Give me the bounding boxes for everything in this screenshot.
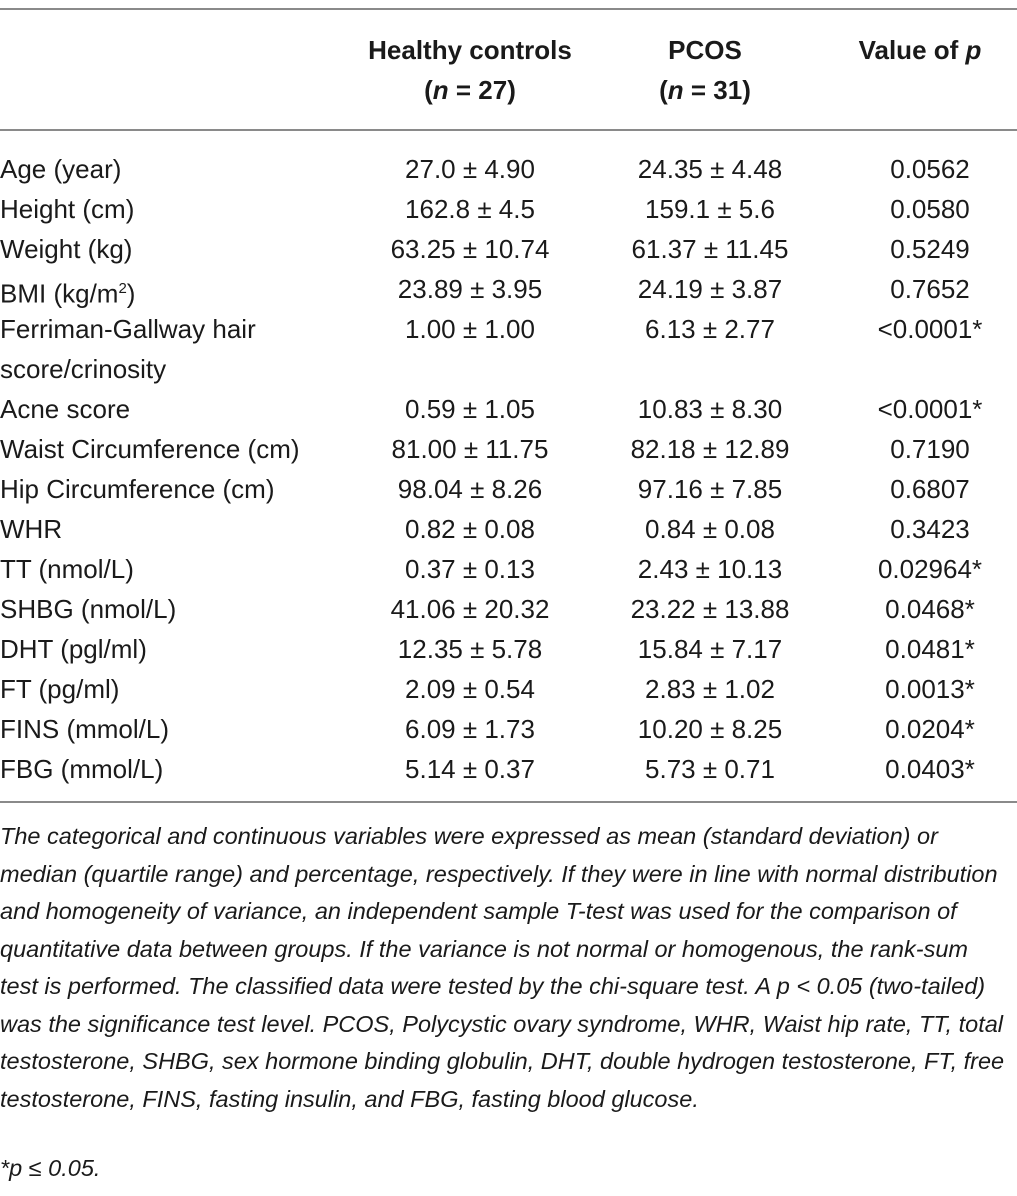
row-label: TT (nmol/L) (0, 554, 134, 584)
table-bottom-rule (0, 801, 1017, 803)
pcos-value: 82.18 ± 12.89 (630, 434, 790, 464)
n-symbol: n (667, 75, 684, 105)
bmi-label-text: BMI (kg/m (0, 278, 119, 309)
table-row (0, 509, 1017, 549)
table-row (0, 549, 1017, 589)
bmi-label-superscript: 2 (118, 280, 127, 297)
row-label: Hip Circumference (cm) (0, 474, 275, 504)
pcos-value: 5.73 ± 0.71 (645, 754, 775, 784)
n-symbol: n (432, 75, 449, 105)
header-healthy-controls-n: (n = 27) (424, 75, 516, 105)
row-label: Height (cm) (0, 194, 135, 224)
row-label (0, 269, 340, 314)
control-value: 98.04 ± 8.26 (397, 474, 543, 504)
p-value: 0.5249 (890, 234, 970, 264)
pcos-value: 159.1 ± 5.6 (645, 194, 775, 224)
header-healthy-controls-title: Healthy controls (368, 35, 572, 65)
table-row (0, 269, 1017, 309)
row-label: Weight (kg) (0, 234, 133, 264)
row-label: DHT (pgl/ml) (0, 634, 147, 664)
header-pcos-title: PCOS (668, 35, 742, 65)
header-rule (0, 129, 1017, 131)
row-label: WHR (0, 514, 63, 544)
header-healthy-controls (350, 30, 590, 110)
table-row (0, 389, 1017, 429)
p-value: 0.3423 (890, 514, 970, 544)
control-value: 27.0 ± 4.90 (405, 154, 535, 184)
control-value: 6.09 ± 1.73 (405, 714, 535, 744)
control-value: 1.00 ± 1.00 (405, 314, 535, 344)
table-top-rule (0, 8, 1017, 10)
p-value: 0.0204* (885, 714, 975, 744)
pcos-value: 97.16 ± 7.85 (637, 474, 783, 504)
pcos-value: 10.20 ± 8.25 (637, 714, 783, 744)
pcos-value: 24.19 ± 3.87 (637, 274, 783, 304)
table-row (0, 429, 1017, 469)
table-row (0, 709, 1017, 749)
control-value: 0.37 ± 0.13 (405, 554, 535, 584)
control-value: 81.00 ± 11.75 (391, 434, 549, 464)
control-value: 63.25 ± 10.74 (390, 234, 550, 264)
row-label: FINS (mmol/L) (0, 714, 169, 744)
control-value: 0.82 ± 0.08 (405, 514, 535, 544)
control-value: 12.35 ± 5.78 (397, 634, 543, 664)
table-row (0, 149, 1017, 189)
p-value: 0.0580 (890, 194, 970, 224)
table-row (0, 589, 1017, 629)
p-value: 0.7190 (890, 434, 970, 464)
pcos-value: 0.84 ± 0.08 (645, 514, 775, 544)
table-row (0, 469, 1017, 509)
header-p-value-text: Value of (858, 35, 966, 65)
p-value: <0.0001* (877, 314, 983, 344)
pcos-value: 10.83 ± 8.30 (637, 394, 783, 424)
bmi-label-end: ) (126, 278, 136, 309)
control-value: 0.59 ± 1.05 (405, 394, 535, 424)
pcos-value: 2.43 ± 10.13 (637, 554, 783, 584)
pcos-value: 61.37 ± 11.45 (631, 234, 789, 264)
p-value: 0.02964* (877, 554, 983, 584)
p-value: 0.0403* (885, 754, 975, 784)
p-value: <0.0001* (877, 394, 983, 424)
row-label: FBG (mmol/L) (0, 754, 164, 784)
table-body (0, 149, 1017, 789)
p-value: 0.7652 (890, 274, 970, 304)
row-label: Acne score (0, 394, 131, 424)
table-footnote: The categorical and continuous variables were expressed as mean (standard deviation) or median (quartile range) and percentage, respectively. If they were in line with normal distribution and homogeneity of variance, an independent sample T-test was used for the comparison of quantitative data between groups. If the variance is not normal or homogenous, the rank-sum test is performed. The classified data were tested by the chi-square test. A p < 0.05 (two-tailed) was the significance test level. PCOS, Polycystic ovary syndrome, WHR, Waist hip rate, TT, total testosterone, SHBG, sex hormone binding globulin, DHT, double hydrogen testosterone, FT, free testosterone, FINS, fasting insulin, and FBG, fasting blood glucose. (0, 823, 1005, 1112)
table-row (0, 629, 1017, 669)
table-row (0, 189, 1017, 229)
row-label: Ferriman-Gallway hair score/crinosity (0, 314, 256, 384)
table-row (0, 749, 1017, 789)
control-value: 5.14 ± 0.37 (405, 754, 535, 784)
row-label: FT (pg/ml) (0, 674, 120, 704)
n-value: = 27) (448, 75, 516, 105)
significance-note: *p ≤ 0.05. (0, 1155, 101, 1181)
row-label: Waist Circumference (cm) (0, 434, 300, 464)
header-pcos-n: (n = 31) (659, 75, 751, 105)
row-label: SHBG (nmol/L) (0, 594, 177, 624)
row-label: Age (year) (0, 154, 122, 184)
n-value: = 31) (683, 75, 751, 105)
control-value: 2.09 ± 0.54 (405, 674, 535, 704)
header-pcos (630, 30, 780, 110)
p-value: 0.6807 (890, 474, 970, 504)
control-value: 23.89 ± 3.95 (397, 274, 543, 304)
pcos-value: 23.22 ± 13.88 (630, 594, 790, 624)
p-value: 0.0481* (885, 634, 975, 664)
control-value: 162.8 ± 4.5 (405, 194, 535, 224)
table-row (0, 229, 1017, 269)
pcos-value: 15.84 ± 7.17 (637, 634, 783, 664)
table-row (0, 309, 1017, 389)
header-p-value (840, 30, 1000, 70)
p-value: 0.0562 (890, 154, 970, 184)
pcos-value: 24.35 ± 4.48 (637, 154, 783, 184)
p-symbol: p (965, 35, 982, 65)
pcos-value: 6.13 ± 2.77 (645, 314, 775, 344)
pcos-value: 2.83 ± 1.02 (645, 674, 775, 704)
p-value: 0.0468* (885, 594, 975, 624)
table-row (0, 669, 1017, 709)
p-value: 0.0013* (885, 674, 975, 704)
control-value: 41.06 ± 20.32 (390, 594, 550, 624)
